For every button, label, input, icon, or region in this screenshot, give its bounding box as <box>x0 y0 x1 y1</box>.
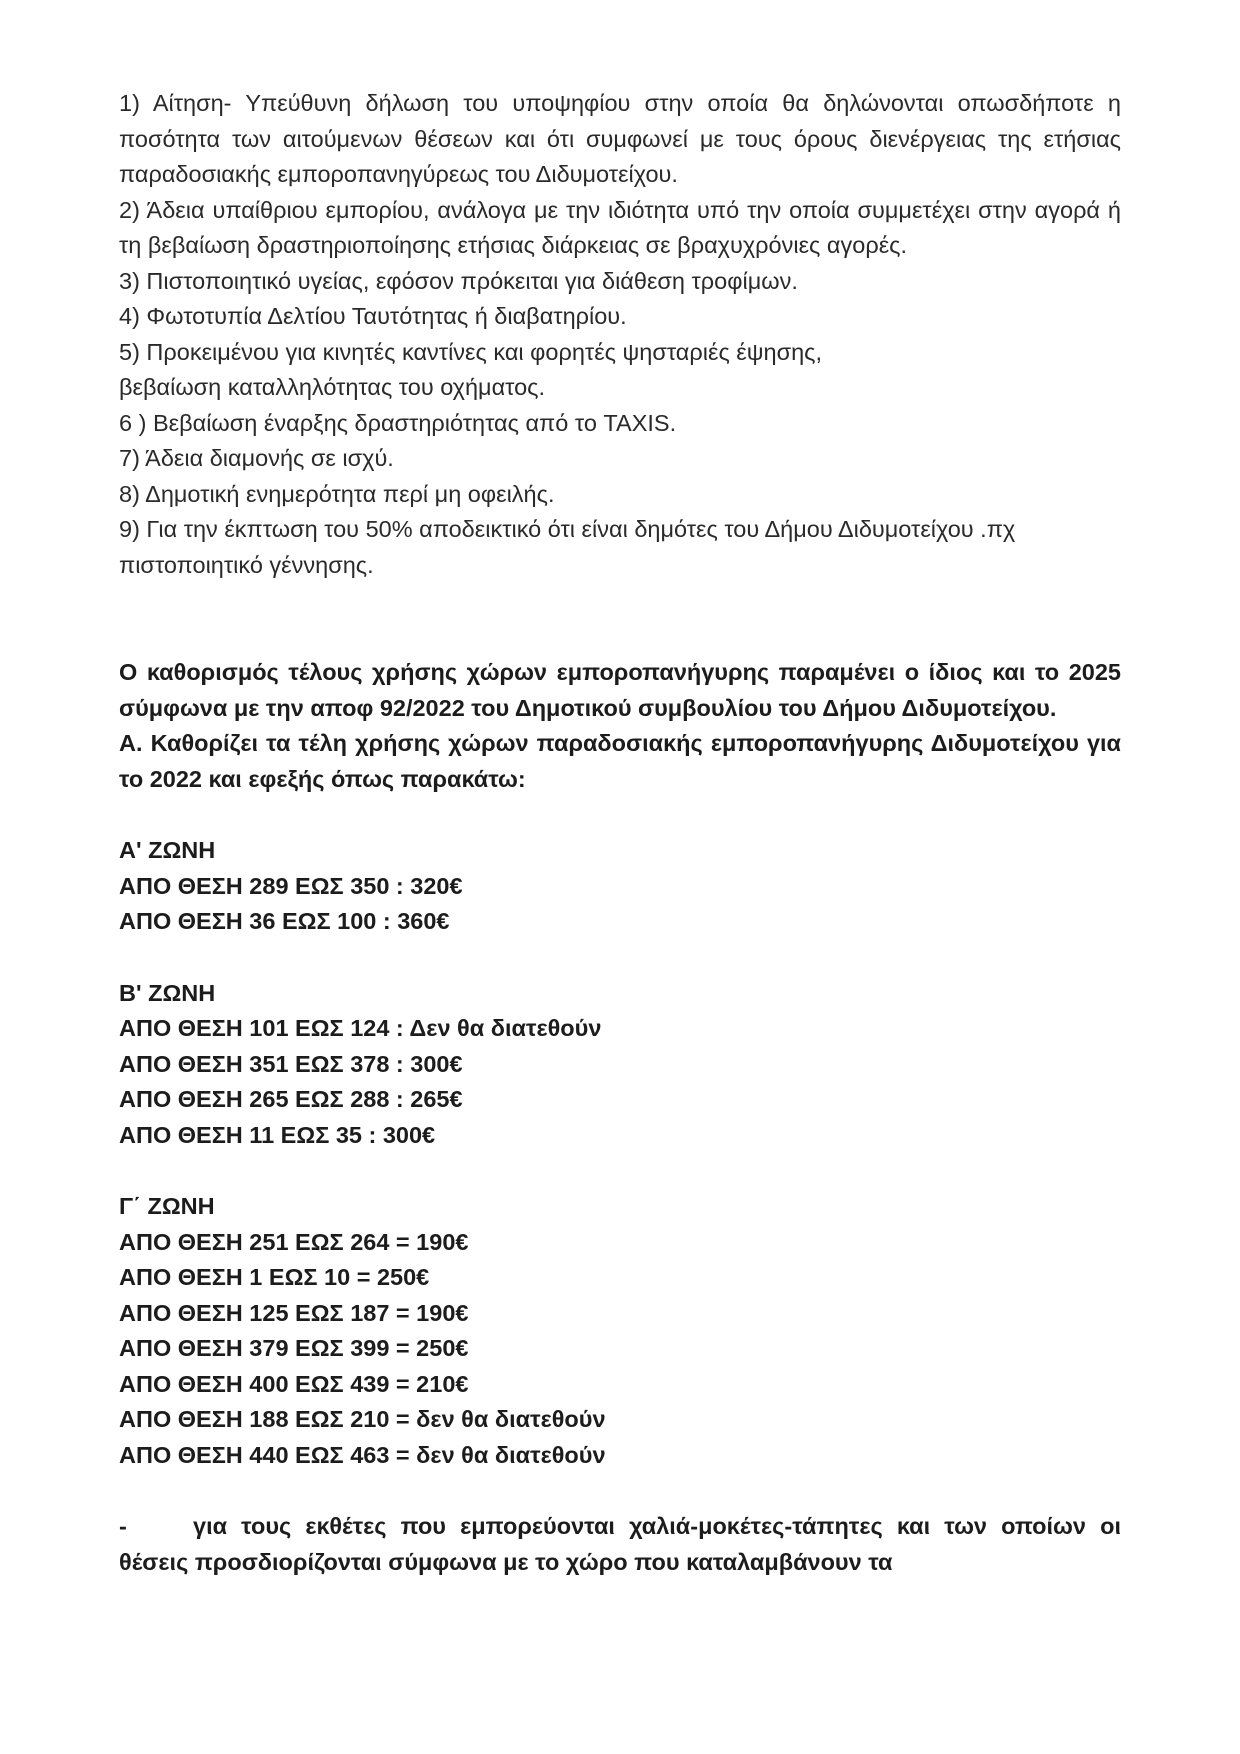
fee-decision: Α. Καθορίζει τα τέλη χρήσης χώρων παραδοσιακής εμποροπανήγυρης Διδυμοτείχου για το 2022 και εφεξής όπως παρακάτω: <box>119 730 1121 792</box>
zone-rate: ΑΠΟ ΘΕΣΗ 125 ΕΩΣ 187 = 190€ <box>119 1299 469 1326</box>
zone-b <box>119 976 1121 1154</box>
zone-rate: ΑΠΟ ΘΕΣΗ 400 ΕΩΣ 439 = 210€ <box>119 1370 469 1397</box>
zone-rate: ΑΠΟ ΘΕΣΗ 36 ΕΩΣ 100 : 360€ <box>119 908 450 934</box>
carpet-note-text: για τους εκθέτες που εμπορεύονται χαλιά-μοκέτες-τάπητες και των οποίων οι θέσεις προσδιορίζονται σύμφωνα με το χώρο που καταλαμβάνουν τα <box>119 1513 1121 1575</box>
requirement-item: 9) Για την έκπτωση του 50% αποδεικτικό ότι είναι δημότες του Δήμου Διδυμοτείχου .πχ πιστοποιητικό γέννησης. <box>119 516 1016 578</box>
zone-rate: ΑΠΟ ΘΕΣΗ 101 ΕΩΣ 124 : Δεν θα διατεθούν <box>119 1015 602 1041</box>
zone-rate: ΑΠΟ ΘΕΣΗ 1 ΕΩΣ 10 = 250€ <box>119 1264 430 1290</box>
zone-rate: ΑΠΟ ΘΕΣΗ 251 ΕΩΣ 264 = 190€ <box>119 1228 469 1255</box>
zone-rate: ΑΠΟ ΘΕΣΗ 11 ΕΩΣ 35 : 300€ <box>119 1121 436 1148</box>
requirement-item: 1) Αίτηση- Υπεύθυνη δήλωση του υποψηφίου στην οποία θα δηλώνονται οπωσδήποτε η ποσότητα των αιτούμενων θέσεων και ότι συμφωνεί με τους όρους διενέργειας της ετήσιας παραδοσιακής εμποροπανηγύρεως του Διδυμοτείχου. <box>119 90 1121 187</box>
requirement-item: 8) Δημοτική ενημερότητα περί μη οφειλής. <box>119 480 555 507</box>
requirement-item: 3) Πιστοποιητικό υγείας, εφόσον πρόκειται για διάθεση τροφίμων. <box>119 267 798 294</box>
zone-title: Β' ΖΩΝΗ <box>119 979 216 1006</box>
requirement-item: 6 ) Βεβαίωση έναρξης δραστηριότητας από το TAXIS. <box>119 409 677 436</box>
zone-rate: ΑΠΟ ΘΕΣΗ 289 ΕΩΣ 350 : 320€ <box>119 872 463 899</box>
zone-rate: ΑΠΟ ΘΕΣΗ 440 ΕΩΣ 463 = δεν θα διατεθούν <box>119 1441 606 1468</box>
requirement-item: 4) Φωτοτυπία Δελτίου Ταυτότητας ή διαβατηρίου. <box>119 303 627 329</box>
requirement-item: 5) Προκειμένου για κινητές καντίνες και φορητές ψησταριές έψησης, <box>119 338 823 365</box>
document-page <box>119 86 1121 1580</box>
carpet-vendors-note <box>119 1509 1121 1580</box>
zone-title: Γ΄ ΖΩΝΗ <box>119 1193 215 1219</box>
zone-c <box>119 1189 1121 1473</box>
zone-rate: ΑΠΟ ΘΕΣΗ 265 ΕΩΣ 288 : 265€ <box>119 1086 463 1112</box>
requirement-item-continuation: βεβαίωση καταλληλότητας του οχήματος. <box>119 374 546 400</box>
zone-rate: ΑΠΟ ΘΕΣΗ 188 ΕΩΣ 210 = δεν θα διατεθούν <box>119 1406 606 1432</box>
fee-intro: Ο καθορισμός τέλους χρήσης χώρων εμποροπανήγυρης παραμένει ο ίδιος και το 2025 σύμφωνα με την αποφ 92/2022 του Δημοτικού συμβουλίου του Δήμου Διδυμοτείχου. <box>119 659 1121 721</box>
dash-bullet: - <box>119 1513 127 1539</box>
requirements-list <box>119 86 1121 583</box>
requirement-item: 2) Άδεια υπαίθριου εμπορίου, ανάλογα με την ιδιότητα υπό την οποία συμμετέχει στην αγορά ή τη βεβαίωση δραστηριοποίησης ετήσιας διάρκειας σε βραχυχρόνιες αγορές. <box>119 196 1121 258</box>
zone-rate: ΑΠΟ ΘΕΣΗ 379 ΕΩΣ 399 = 250€ <box>119 1335 469 1361</box>
zone-title: Α' ΖΩΝΗ <box>119 837 216 863</box>
requirement-item: 7) Άδεια διαμονής σε ισχύ. <box>119 445 394 471</box>
zone-rate: ΑΠΟ ΘΕΣΗ 351 ΕΩΣ 378 : 300€ <box>119 1050 463 1077</box>
zone-a <box>119 833 1121 940</box>
